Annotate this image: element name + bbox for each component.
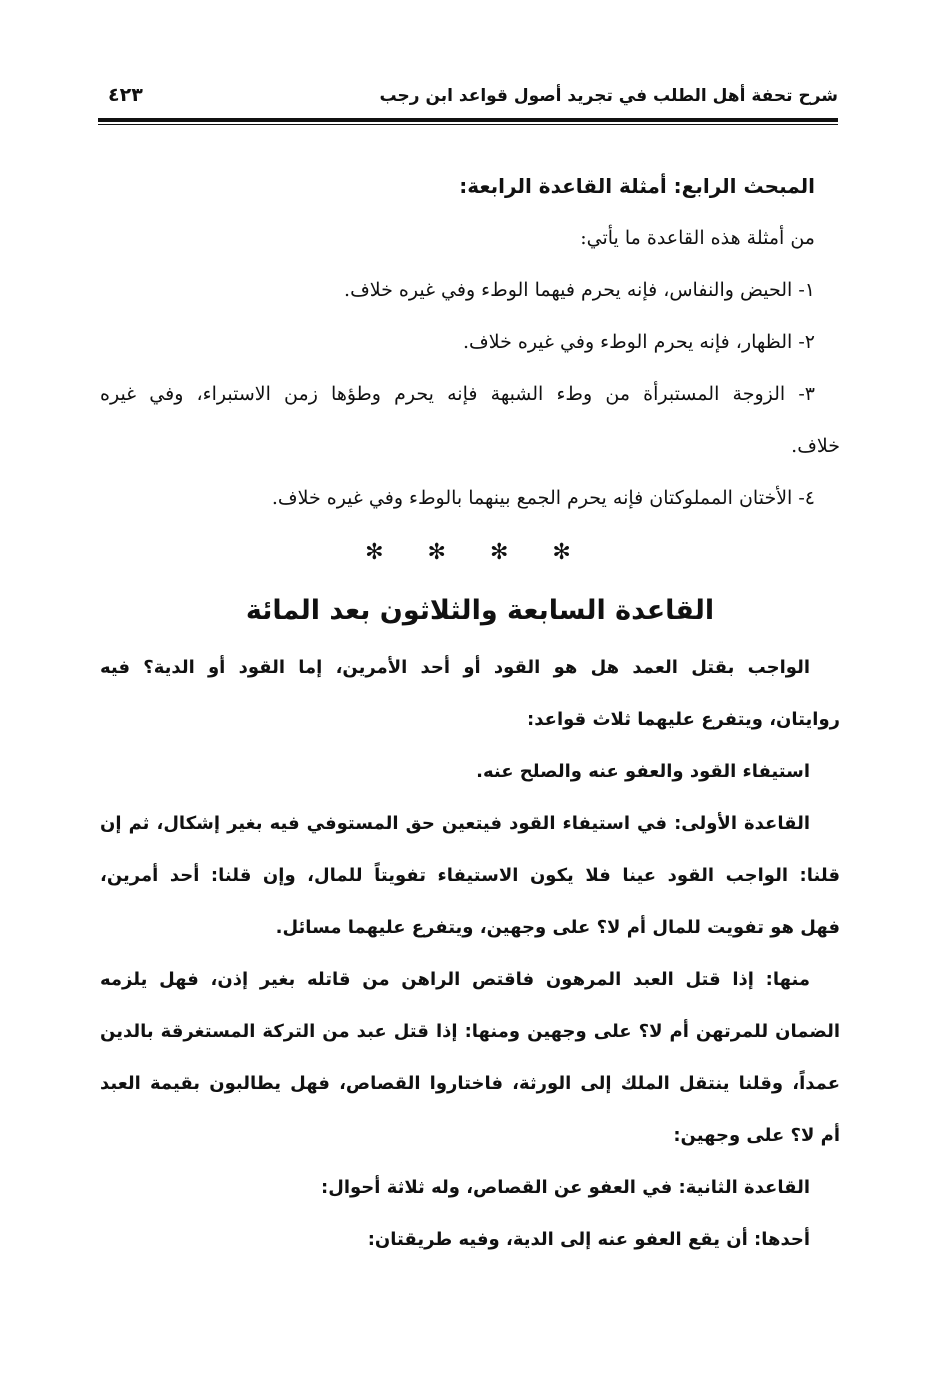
paragraph-line: القاعدة الأولى: في استيفاء القود فيتعين حق المستوفي فيه بغير إشكال، ثم إن	[100, 813, 810, 834]
paragraph-line: فهل هو تفويت للمال أم لا؟ على وجهين، ويتفرع عليهما مسائل.	[275, 917, 840, 938]
running-header	[98, 82, 838, 114]
list-item: ١- الحيض والنفاس، فإنه يحرم فيهما الوطء وفي غيره خلاف.	[344, 279, 815, 301]
header-rule-thin	[98, 124, 838, 125]
paragraph-line: منها: إذا قتل العبد المرهون فاقتص الراهن من قاتله بغير إذن، فهل يلزمه	[100, 969, 810, 990]
list-item: ٤- الأختان المملوكتان فإنه يحرم الجمع بينهما بالوطء وفي غيره خلاف.	[271, 487, 815, 509]
rule-heading: القاعدة السابعة والثلاثون بعد المائة	[245, 595, 715, 626]
paragraph-line: روايتان، ويتفرع عليهما ثلاث قواعد:	[527, 709, 840, 730]
list-item: ٣- الزوجة المستبرأة من وطء الشبهة فإنه يحرم وطؤها زمن الاستبراء، وفي غيره	[100, 383, 815, 405]
list-item: ٢- الظهار، فإنه يحرم الوطء وفي غيره خلاف.	[463, 331, 815, 353]
paragraph-line: عمداً، وقلنا ينتقل الملك إلى الورثة، فاختاروا القصاص، فهل يطالبون بقيمة العبد	[100, 1073, 840, 1094]
page-number: ٤٢٣	[108, 84, 143, 106]
list-item-continuation: خلاف.	[791, 435, 840, 457]
header-rule-thick	[98, 118, 838, 122]
section-divider-ornament: ✻✻✻✻	[365, 540, 615, 565]
paragraph-line: أحدها: أن يقع العفو عنه إلى الدية، وفيه طريقتان:	[367, 1229, 810, 1250]
paragraph-line: استيفاء القود والعفو عنه والصلح عنه.	[476, 761, 810, 782]
page-body	[100, 160, 840, 1266]
paragraph-line: الواجب بقتل العمد هل هو القود أو أحد الأمرين، إما القود أو الدية؟ فيه	[100, 657, 810, 678]
paragraph-line: قلنا: الواجب القود عينا فلا يكون الاستيفاء تفويتاً للمال، وإن قلنا: أحد أمرين،	[100, 865, 840, 886]
paragraph-line: القاعدة الثانية: في العفو عن القصاص، وله ثلاثة أحوال:	[321, 1177, 810, 1198]
book-title: شرح تحفة أهل الطلب في تجريد أصول قواعد ابن رجب	[379, 86, 838, 106]
paragraph-line: أم لا؟ على وجهين:	[673, 1125, 840, 1146]
section-heading: المبحث الرابع: أمثلة القاعدة الرابعة:	[459, 174, 815, 198]
section-intro: من أمثلة هذه القاعدة ما يأتي:	[580, 227, 815, 249]
paragraph-line: الضمان للمرتهن أم لا؟ على وجهين ومنها: إذا قتل عبد من التركة المستغرقة بالدين	[100, 1021, 840, 1042]
